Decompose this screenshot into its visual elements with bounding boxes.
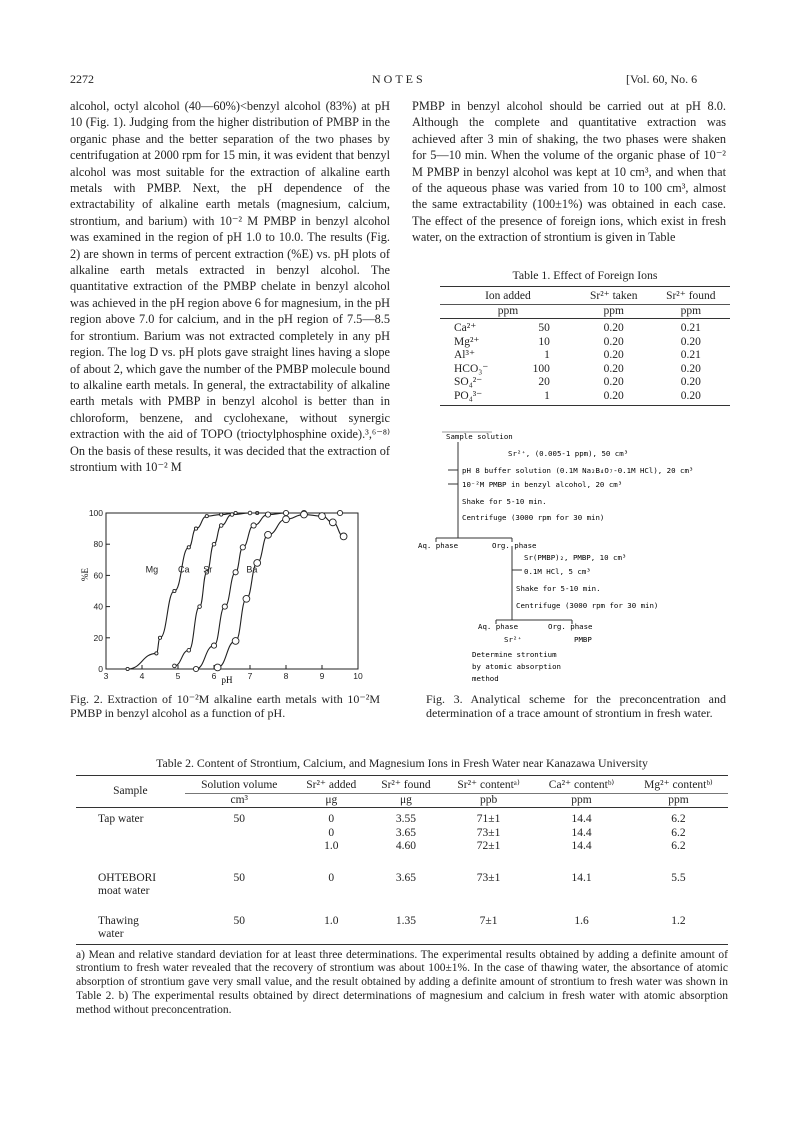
scheme-org-content: PMBP [574, 635, 592, 644]
scheme-org-phase: Org. phase [548, 622, 593, 631]
series-label-sr: Sr [203, 564, 213, 575]
mg-content-cell: 1.2 [671, 914, 686, 927]
y-axis-label: %E [80, 568, 90, 581]
data-point-sr [211, 643, 216, 648]
data-point-mg [126, 667, 129, 670]
scheme-step: pH 8 buffer solution (0.1M Na₂B₄O₇-0.1M HCl), 20 cm³ [462, 466, 694, 475]
table-header: Sr²⁺ found [666, 290, 716, 302]
data-point-ca [198, 605, 202, 609]
x-tick-label: 8 [283, 671, 289, 681]
ppm-cell: 20 [538, 376, 550, 388]
volume-info: [Vol. 60, No. 6 [626, 72, 698, 86]
x-axis-label: pH [221, 675, 233, 685]
data-point-mg [220, 513, 223, 516]
ppm-cell: 100 [532, 362, 550, 375]
table-2-grid [76, 775, 728, 945]
data-point-ba [301, 511, 308, 518]
ca-content-cell: 14.4 [571, 813, 592, 825]
series-label-ca: Ca [178, 564, 190, 575]
added-cell: 0 [328, 871, 335, 884]
table-row [76, 808, 728, 827]
ppm-cell: 10 [538, 335, 550, 348]
volume-cell: 50 [233, 871, 245, 884]
table-header: Ion added [485, 290, 531, 302]
table-unit: ppm [629, 793, 728, 808]
table-2-footnote: a) Mean and relative standard deviation for at least three determinations. The experimental results obtained by adding a definite amount of strontium to fresh water revealed that the recovery of strontium was about 100±1%. In the case of thawing water, the absortance of atomic absorption of strontium gave very small value, and the result obtained by adding a definite amount of strontium to fresh water was shown in Table 2. b) The experimental results obtained by direct determinations of magnesium and calcium in fresh water with atomic absorption method without preconcentration. [76, 948, 728, 1016]
data-point-sr [222, 604, 227, 609]
y-tick-label: 20 [93, 632, 103, 643]
data-point-sr [240, 545, 245, 550]
ca-content-cell: 14.1 [571, 871, 592, 884]
table-header: Sr²⁺ found [381, 779, 431, 791]
sr-content-cell: 72±1 [476, 840, 501, 852]
table-row [440, 363, 730, 377]
ion-cell: SO₄²⁻ [454, 376, 483, 388]
found-cell: 0.20 [680, 389, 701, 402]
data-point-mg [205, 515, 208, 518]
fig2-caption: Fig. 2. Extraction of 10⁻²M alkaline earth metals with 10⁻²M PMBP in benzyl alcohol as a function of pH. [70, 692, 380, 720]
fig2-chart [76, 505, 376, 685]
taken-cell: 0.20 [603, 376, 624, 388]
page-number: 2272 [70, 72, 94, 86]
data-point-sr [233, 570, 238, 575]
table-unit: ppm [652, 304, 730, 319]
sample-cell [76, 854, 185, 899]
plot-frame [106, 513, 358, 669]
table-row [76, 854, 728, 899]
x-tick-label: 7 [247, 671, 253, 681]
data-point-mg [187, 546, 190, 549]
mg-content-cell: 5.5 [671, 871, 686, 884]
ion-cell: Ca²⁺ [454, 322, 477, 334]
paragraph: alcohol, octyl alcohol (40—60%)<benzyl alcohol (83%) at pH 10 (Fig. 1). Judging from the higher distribution of PMBP in the organic phase and the better separation of the two phases by centrifugation at 2000 rpm for 15 min, it was evident that benzyl alcohol was most suitable for the extraction of alkaline earth metals with PMBP. Next, the pH dependence of the extractability of alkaline earth metals (magnesium, calcium, strontium, and barium) with 10⁻² M PMBP in benzyl alcohol was examined in the region of pH 1.0 to 10.0. The results (Fig. 2) are shown in terms of percent extraction (%E) vs. pH plots of alkaline earth metals extracted in benzyl alcohol. The quantitative extraction of the PMBP chelate in benzyl alcohol was achieved in the pH region above 6 for magnesium, in the pH region above 7.0 for calcium, and in the pH region of 7.5—8.5 for strontium. Barium was not extracted completely in any pH region. The log D vs. pH plots gave straight lines having a slope of about 2, which gave the number of the PMBP molecule bound to alkaline earth metals. In general, the extractability of alkaline earth metals with PMBP in benzyl alcohol is better than in chloroform, benzene, and cyclohexane, without synergic extraction with the aid of TOPO (trioctylphosphine oxide).³,⁶⁻⁸⁾ On the basis of these results, it was decided that the extraction of strontium with 10⁻² M [70, 99, 390, 474]
y-tick-label: 40 [93, 601, 103, 612]
table-row [440, 376, 730, 390]
ion-cell: PO₄³⁻ [454, 389, 483, 402]
series-line-mg [128, 513, 286, 669]
scheme-step: Centrifuge (3000 rpm for 30 min) [462, 513, 605, 522]
fig3-caption: Fig. 3. Analytical scheme for the preconcentration and determination of a trace amount of strontium in fresh water. [426, 692, 726, 720]
found-cell: 0.20 [680, 362, 701, 375]
table-header: Sr²⁺ taken [589, 290, 638, 302]
found-cell: 3.65 [395, 826, 416, 839]
table-row [76, 899, 728, 945]
sample-name: OHTEBORI [98, 871, 157, 884]
data-point-ca [187, 648, 191, 652]
table-1 [440, 268, 730, 406]
sr-content-cell: 73±1 [476, 826, 501, 839]
table-unit: ppm [534, 793, 629, 808]
table-header: Ca²⁺ contentᵇ⁾ [548, 779, 615, 791]
data-point-ca [248, 511, 252, 515]
scheme-step: Shake for 5-10 min. [462, 497, 547, 506]
left-column-text [70, 98, 390, 490]
added-cell: 1.0 [324, 840, 339, 852]
scheme-org-phase: Org. phase [492, 541, 537, 550]
table-row [440, 390, 730, 406]
mg-content-cell: 6.2 [671, 840, 686, 852]
table-row [440, 336, 730, 350]
scheme-determine: Determine strontium [472, 650, 557, 659]
volume-cell [185, 827, 294, 841]
table-unit: μg [369, 793, 443, 808]
series-line-ca [174, 513, 304, 666]
sr-content-cell: 71±1 [476, 813, 501, 825]
found-cell: 0.21 [680, 322, 701, 334]
fig3-scheme [412, 428, 742, 710]
ca-content-cell: 1.6 [574, 914, 589, 927]
sample-cell [76, 899, 185, 945]
table-2-caption: Table 2. Content of Strontium, Calcium, and Magnesium Ions in Fresh Water near Kanazawa University [156, 756, 648, 770]
x-tick-label: 3 [103, 671, 109, 681]
table-unit: ppb [443, 793, 534, 808]
ppm-cell: 1 [544, 349, 550, 361]
data-point-sr [251, 523, 256, 528]
data-point-ba [329, 519, 336, 526]
mg-content-cell: 6.2 [671, 826, 686, 839]
table-1-grid [440, 286, 730, 406]
data-point-ba [265, 531, 272, 538]
x-tick-label: 4 [139, 671, 145, 681]
table-row [76, 827, 728, 841]
sample-cell [76, 827, 185, 841]
ppm-cell: 50 [538, 322, 550, 334]
table-unit: ppm [576, 304, 652, 319]
scheme-step: 0.1M HCl, 5 cm³ [524, 567, 591, 576]
x-tick-label: 6 [211, 671, 217, 681]
added-cell: 1.0 [324, 914, 339, 927]
y-tick-label: 100 [88, 508, 103, 518]
scheme-aq-content: Sr²⁺ [504, 635, 522, 644]
table-unit: ppm [440, 304, 576, 319]
data-point-ba [319, 513, 326, 520]
table-header: Solution volume [201, 779, 278, 791]
found-cell: 0.21 [680, 349, 701, 361]
ca-content-cell: 14.4 [571, 826, 592, 839]
table-1-caption: Table 1. Effect of Foreign Ions [512, 268, 658, 282]
ion-cell: HCO₃⁻ [454, 362, 489, 375]
sample-name: Thawing [98, 914, 139, 927]
data-point-mg [194, 527, 197, 530]
found-cell: 0.20 [680, 376, 701, 388]
data-point-ba [232, 638, 239, 645]
table-row [440, 349, 730, 363]
ion-cell: Mg²⁺ [454, 335, 480, 348]
table-header: Sr²⁺ contentᵃ⁾ [457, 779, 520, 791]
sample-cell: Tap water [98, 813, 144, 825]
running-title: NOTES [372, 72, 426, 86]
found-cell: 0.20 [680, 335, 701, 348]
sr-content-cell: 7±1 [479, 914, 498, 927]
found-cell: 3.55 [395, 813, 416, 825]
table-2 [76, 756, 728, 1017]
volume-cell: 50 [233, 813, 245, 825]
scheme-step: Centrifuge (3000 rpm for 30 min) [516, 601, 659, 610]
right-column-text [412, 98, 726, 250]
y-tick-label: 80 [93, 539, 103, 550]
table-row [440, 319, 730, 336]
scheme-determine: method [472, 674, 499, 683]
found-cell: 4.60 [395, 840, 416, 852]
data-point-ca [212, 542, 216, 546]
data-point-ba [340, 533, 347, 540]
data-point-ba [283, 516, 290, 523]
x-tick-label: 9 [319, 671, 325, 681]
sr-content-cell: 73±1 [476, 871, 501, 884]
table-row [76, 840, 728, 854]
scheme-step: Shake for 5-10 min. [516, 584, 601, 593]
table-unit: μg [294, 793, 369, 808]
data-point-mg [155, 652, 158, 655]
mg-content-cell: 6.2 [671, 813, 686, 825]
scheme-aq-phase: Aq. phase [478, 622, 519, 631]
taken-cell: 0.20 [603, 322, 624, 334]
scheme-step: Sr²⁺, (0.005-1 ppm), 50 cm³ [508, 449, 629, 458]
y-tick-label: 0 [98, 664, 103, 674]
sample-cell [76, 840, 185, 854]
data-point-ca [173, 664, 177, 668]
data-point-ba [214, 664, 221, 671]
data-point-sr [337, 510, 342, 515]
data-point-sr [283, 510, 288, 515]
data-point-sr [265, 512, 270, 517]
y-tick-label: 60 [93, 570, 103, 581]
ion-cell: Al³⁺ [454, 349, 476, 361]
x-tick-label: 5 [175, 671, 181, 681]
taken-cell: 0.20 [603, 389, 624, 402]
data-point-mg [158, 636, 161, 639]
paragraph: PMBP in benzyl alcohol should be carried out at pH 8.0. Although the complete and quantitative extraction was achieved after 3 min of shaking, the two phases were shaken for 5—10 min. When the volume of the organic phase of 10⁻² M PMBP in benzyl alcohol was kept at 10 cm³, and when that of the aqueous phase was varied from 10 to 100 cm³, almost the same extractability (100±1%) was obtained in each case. The effect of the presence of foreign ions, which exist in fresh water, on the extraction of strontium is given in Table [412, 99, 726, 245]
series-label-ba: Ba [246, 564, 258, 575]
sample-subname: moat water [98, 885, 150, 897]
ppm-cell: 1 [544, 389, 550, 402]
sample-subname: water [98, 928, 124, 940]
added-cell: 0 [328, 813, 335, 825]
data-point-sr [193, 666, 198, 671]
scheme-aq-phase: Aq. phase [418, 541, 459, 550]
table-unit: cm³ [185, 793, 294, 808]
scheme-determine: by atomic absorption [472, 662, 561, 671]
taken-cell: 0.20 [603, 362, 624, 375]
taken-cell: 0.20 [603, 349, 624, 361]
found-cell: 3.65 [395, 871, 416, 884]
ca-content-cell: 14.4 [571, 840, 592, 852]
scheme-step: Sr(PMBP)₂, PMBP, 10 cm³ [524, 553, 627, 562]
added-cell: 0 [328, 826, 335, 839]
data-point-ca [219, 524, 223, 528]
table-header: Mg²⁺ contentᵇ⁾ [644, 779, 713, 791]
data-point-ca [230, 513, 234, 517]
series-label-mg: Mg [145, 564, 159, 575]
scheme-step: 10⁻²M PMBP in benzyl alcohol, 20 cm³ [462, 480, 623, 489]
table-header: Sr²⁺ added [306, 779, 357, 791]
data-point-ba [243, 595, 250, 602]
x-tick-label: 10 [353, 671, 363, 681]
table-header: Sample [76, 776, 185, 808]
taken-cell: 0.20 [603, 335, 624, 348]
volume-cell: 50 [233, 914, 245, 927]
found-cell: 1.35 [395, 914, 416, 927]
scheme-sample: Sample solution [446, 432, 513, 441]
data-point-mg [173, 589, 176, 592]
volume-cell [185, 840, 294, 854]
